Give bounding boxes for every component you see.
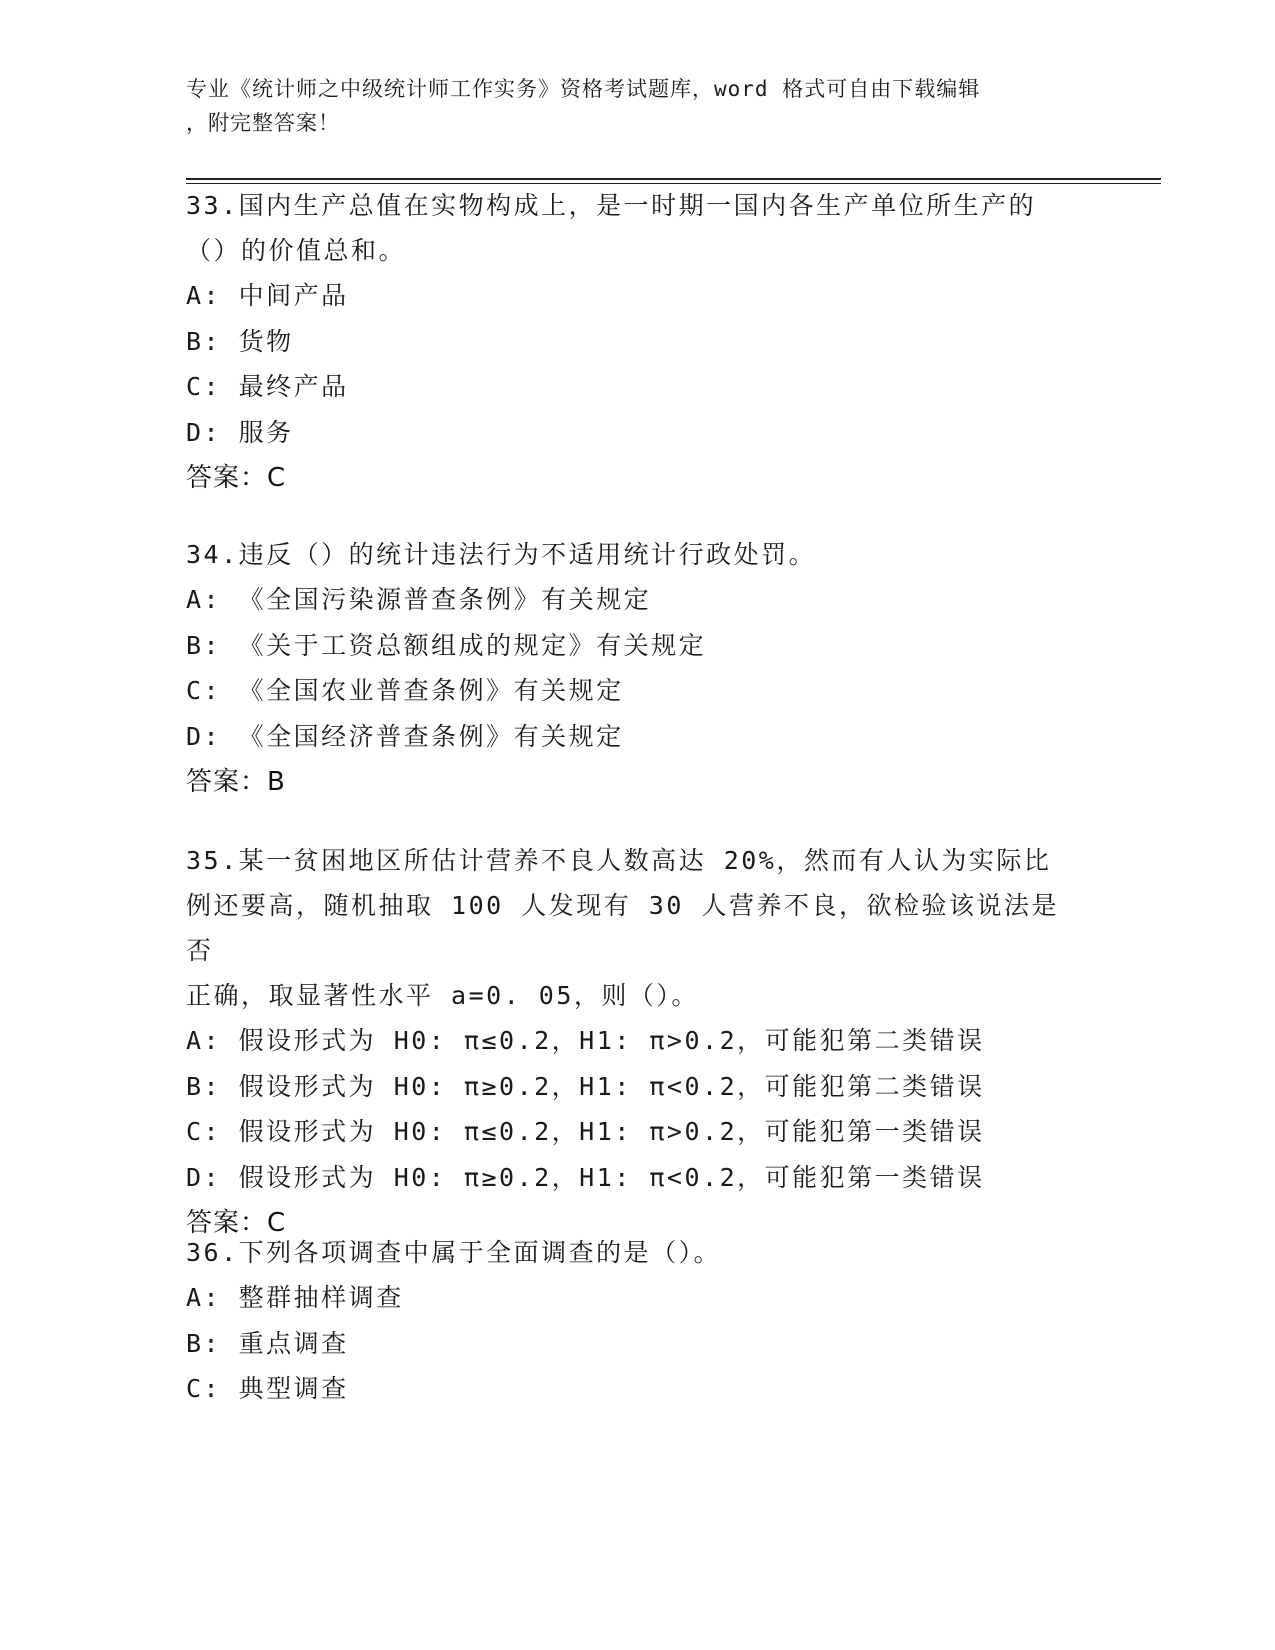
question-stem-line: 36.下列各项调查中属于全面调查的是（）。 (186, 1238, 722, 1267)
option-a: A: 《全国污染源普查条例》有关规定 (186, 585, 652, 614)
header-line-2: ，附完整答案！ (186, 111, 340, 135)
option-b: B: 货物 (186, 326, 294, 356)
option-c: C: 典型调查 (186, 1374, 349, 1403)
option-b: B: 《关于工资总额组成的规定》有关规定 (186, 630, 707, 660)
option-c: C: 《全国农业普查条例》有关规定 (186, 676, 624, 705)
answer-line: 答案：C (186, 463, 287, 493)
header-line-1: 专业《统计师之中级统计师工作实务》资格考试题库，word 格式可自由下载编辑 (186, 77, 981, 101)
option-a: A: 整群抽样调查 (186, 1283, 404, 1312)
question-stem-line: 正确，取显著性水平 a=0. 05，则（）。 (186, 981, 699, 1010)
question-stem-line: 34.违反（）的统计违法行为不适用统计行政处罚。 (186, 540, 817, 569)
option-b: B: 重点调查 (186, 1328, 349, 1358)
option-d: D: 假设形式为 H0: π≥0.2，H1: π<0.2，可能犯第一类错误 (186, 1162, 985, 1192)
answer-line: 答案：B (186, 767, 286, 797)
question-stem-line: 35.某一贫困地区所估计营养不良人数高达 20%，然而有人认为实际比 (186, 846, 1052, 875)
question-33 (186, 183, 1086, 501)
question-36 (186, 1230, 1086, 1412)
option-d: D: 《全国经济普查条例》有关规定 (186, 721, 624, 751)
question-stem-line: （）的价值总和。 (186, 236, 407, 265)
question-stem-line: 33.国内生产总值在实物构成上，是一时期一国内各生产单位所生产的 (186, 191, 1037, 220)
question-stem-line: 例还要高，随机抽取 100 人发现有 30 人营养不良，欲检验该说法是否 (186, 891, 1059, 965)
option-a: A: 假设形式为 H0: π≤0.2，H1: π>0.2，可能犯第二类错误 (186, 1026, 985, 1055)
answer-line: 答案：C (186, 1208, 287, 1238)
option-c: C: 假设形式为 H0: π≤0.2，H1: π>0.2，可能犯第一类错误 (186, 1117, 985, 1146)
question-35 (186, 838, 1086, 1246)
option-d: D: 服务 (186, 417, 294, 447)
option-a: A: 中间产品 (186, 281, 349, 310)
question-34 (186, 532, 1086, 805)
option-b: B: 假设形式为 H0: π≥0.2，H1: π<0.2，可能犯第二类错误 (186, 1071, 985, 1101)
document-header (186, 72, 1066, 140)
header-divider (186, 178, 1161, 180)
option-c: C: 最终产品 (186, 372, 349, 401)
